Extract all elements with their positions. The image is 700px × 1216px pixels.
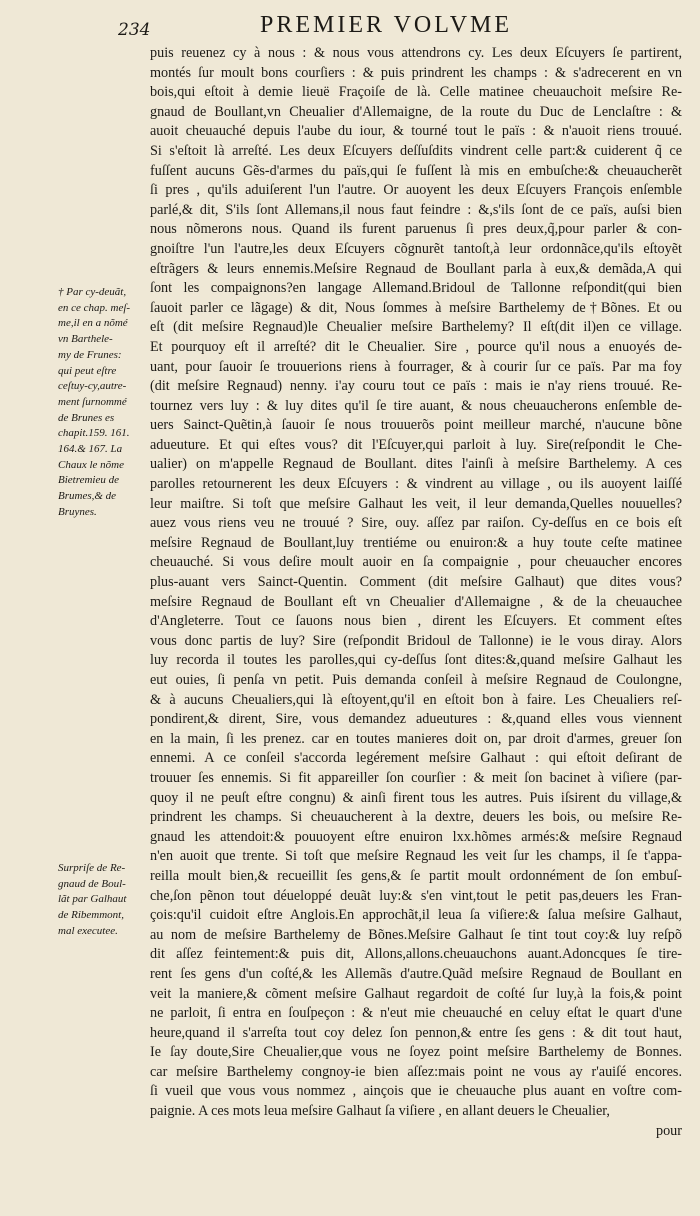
text-line: ualier) on m'appelle Regnaud de Boullant. dites l'ainſi à meſsire Barthelemy. A ces	[150, 456, 682, 473]
text-line: eſtrãgers & leurs ennemis.Meſsire Regnaud de Boullant parla à eux,& demãda,A qui	[150, 260, 682, 277]
margin-note-line: † Par cy-deuãt,	[58, 286, 127, 298]
text-line: en la main, ſi les prenez. car en toutes manieres doit on, par droit d'armes, greuer ſon	[150, 730, 682, 747]
margin-note-line: 164.& 167. La	[58, 443, 123, 456]
margin-note-line: en ce chap. meſ-	[58, 301, 131, 314]
text-line: pondirent,& dirent, Sire, vous demandez adueutures : &,quand elles vous viennent	[150, 711, 682, 728]
text-line: çois:qu'il cuidoit eſtre Anglois.En approchãt,il leua ſa viſiere:& ſalua meſsire Galhaut,	[150, 907, 682, 924]
text-line: uers Sainct-Quẽtin,à ſauoir ſe nous trouuerõs point meilleur marché, n'aucune bõne	[150, 417, 682, 434]
text-line: Et pourquoy eſt il arreſté? dit le Cheualier. Sire , pource qu'il nous a enuoyés de-	[150, 338, 682, 355]
text-line: reilla moult bien,& recueillit ſes gens,& ſe partit moult ordonnément de ſon embuſ-	[150, 867, 682, 884]
margin-note-line: Bietremieu de	[58, 474, 119, 487]
text-line: heure,quand il s'arreſta tout coy delez ſon pennon,& entre ſes gens : & dit tout haut,	[150, 1024, 682, 1041]
text-line: Ie ſay doute,Sire Cheualier,que vous ne ſoyez point meſsire Barthelemy de Bonnes.	[150, 1044, 682, 1061]
text-line: tournez vers luy : & luy dites qu'il ſe tire auant, & nous cheuaucherons enſemble de-	[150, 397, 682, 414]
margin-note-line: ceſtuy-cy,autre-	[58, 380, 127, 393]
text-line: ſi vueil que vous vous nommez , ainçois que ie cheuauche plus auant en voſtre com-	[150, 1083, 682, 1100]
text-line: ſont les compaignons?en langage Allemand.Bridoul de Tallonne reſpondit(qui bien	[150, 280, 682, 297]
margin-note-line: my de Frunes:	[58, 348, 122, 361]
margin-note-line: de Ribemmont,	[58, 909, 124, 922]
margin-note-line: chapit.159. 161.	[58, 427, 130, 440]
text-line: cheuauché. Si vous deſire moult auoir en ſa compaignie , pour cheuaucher encores	[150, 554, 682, 571]
text-line: vous donc partis de luy? Sire (reſpondit Bridoul de Tallonne) ie le vous diray. Alors	[150, 632, 682, 649]
text-line: quoy il ne peuſt eſtre congnu) & ainſi firent tous les autres. Puis iſsirent du village,&	[150, 789, 682, 806]
text-line: puis reuenez cy à nous : & nous vous attendrons cy. Les deux Eſcuyers ſe partirent,	[150, 45, 682, 61]
margin-note	[58, 285, 148, 521]
margin-note-line: lãt par Galhaut	[58, 893, 127, 906]
margin-note-line: Bruynes.	[58, 505, 97, 518]
text-line: d'Angleterre. Tout ce ſauons nous bien , dirent les Eſcuyers. Et comment eſtes	[150, 613, 682, 630]
text-line: parlé,& dit, S'ils ſont Allemans,il nous faut feindre : &,s'ils ſont de ce païs, auſsi bien	[150, 201, 682, 218]
text-line: auoit cheuauché depuis l'aube du iour, & tourné tout le païs : & n'auoit riens trouué.	[150, 123, 682, 140]
text-line: dit aſſez feintement:& puis dit, Allons,allons.cheuauchons auant.Adoncques ſe tire-	[150, 946, 682, 963]
text-line: gnaud les attendoit:& pouuoyent eſtre enuiron lxx.hõmes armés:& meſsire Regnaud	[150, 828, 682, 845]
catchword: pour	[655, 1122, 682, 1139]
margin-note-line: ment ſurnommé	[58, 395, 127, 408]
margin-note-line: vn Barthele-	[58, 333, 113, 346]
text-line: meſsire Regnaud de Boullant eſt vn Cheualier d'Allemaigne , & de la cheuauchee	[150, 593, 682, 610]
text-line: gnaud de Boullant,vn Cheualier d'Allemaigne, de la route du Duc de Lenclaſtre : &	[150, 103, 682, 120]
text-line: ne parloit, ſi entra en ſouſpeçon : & n'eut mie cheuauché en celuy eſtat le quart d'une	[150, 1005, 682, 1022]
text-line: luy recorda il toutes les parolles,qui cy-deſſus ſont dites:&,quand meſsire Galhaut les	[150, 652, 682, 669]
text-line: che,ſon pẽnon tout déueloppé deuãt luy:& s'en vint,tout le petit pas,deuers les Fran-	[150, 887, 682, 904]
running-head: PREMIER VOLVME	[260, 12, 513, 38]
text-line: au nom de meſsire Barthelemy de Bõnes.Meſsire Galhaut ſe tint tout coy:& luy reſpõ	[150, 926, 682, 943]
text-line: rent ſes gens d'un coſté,& les Allemãs d'autre.Quãd meſsire Regnaud de Boullant en	[150, 965, 682, 982]
text-line: uant, pour ſauoir ſe trouuerions riens à fourrager, & à courir ſur ce païs. Par ma foy	[150, 358, 682, 375]
text-line: ennemi. A ce conſeil s'accorda legérement meſsire Galhaut : qui eſtoit deſirant de	[150, 750, 682, 767]
text-line: Si s'eſtoit là arreſté. Les deux Eſcuyers deſſuſdits vindrent celle part:& cuiderent q̃ ce	[150, 142, 682, 159]
text-line: adueuture. Et qui eſtes vous? dit l'Eſcuyer,qui parloit à luy. Sire(reſpondit le Che-	[150, 436, 682, 453]
text-line: montés ſur moult bons courſiers : & puis prindrent les champs : & s'adrecerent en vn	[150, 64, 682, 81]
text-line: gnoiſtre l'un l'autre,les deux Eſcuyers cõgnurẽt tantoſt,à leur ordonnãce,qu'ils eſtoyẽt	[150, 240, 682, 257]
text-line: meſsire Regnaud de Boullant,luy trentiéme ou enuiron:& a huy toute ceſte matinee	[150, 534, 682, 551]
text-line: trouuer ſes ennemis. Si fit appareiller ſon courſier : & meit ſon bacinet à viſiere (par-	[150, 769, 682, 786]
text-line: parolles retournerent les deux Eſcuyers : & vindrent au village , ou ils auoyent laiſſé	[150, 476, 682, 493]
text-line: nous nõmerons nous. Quand ils furent paruenus ſi pres deux,q̃,pour parler & con-	[150, 221, 682, 238]
body-text	[150, 44, 682, 1141]
text-line: eſt (dit meſsire Regnaud)le Cheualier meſsire Barthelemy? Il eſt(dit il)en ce village.	[150, 319, 682, 336]
margin-note-line: Brumes,& de	[58, 490, 117, 503]
page-number: 234	[118, 20, 151, 40]
text-line: paignie. A ces mots leua meſsire Galhaut ſa viſiere , en allant deuers le Cheualier,	[150, 1103, 610, 1120]
text-line: ſauoit parler ce lãgage) & dit, Nous ſommes à meſsire Barthelemy de†Bõnes. Et ou	[150, 299, 682, 316]
text-line: prindrent les champs. Si cheuaucherent à la dextre, deuers les bois, ou meſsire Re-	[150, 809, 682, 826]
text-line: veit la maniere,& cõment meſsire Galhaut regardoit de coſté ſur luy,à la fois,& point	[150, 985, 682, 1002]
margin-note-line: qui peut eſtre	[58, 364, 117, 377]
text-line: bois,qui eſtoit à demie lieuë Fraçoiſe de là. Celle matinee cheuauchoit meſsire Re-	[150, 84, 682, 101]
text-line: (dit meſsire Regnaud) nenny. i'ay couru tout ce païs : mais ie n'ay riens trouué. Re-	[150, 378, 682, 395]
text-line: auez vous riens veu ne trouué ? Sire, ouy. aſſez par raiſon. Cy-deſſus en ce bois eſt	[150, 515, 682, 532]
text-line: leur maiſtre. Si toſt que meſsire Galhaut les veit, il leur demanda,Quelles nouuelles?	[150, 495, 682, 512]
margin-note	[58, 861, 148, 940]
margin-note-line: Surpriſe de Re-	[58, 862, 126, 874]
margin-note-line: de Brunes es	[58, 411, 115, 424]
text-line: eut ouies, ſi penſa vn petit. Puis demanda conſeil à meſsire Regnaud de Coulongne,	[150, 672, 682, 688]
margin-note-line: mal executee.	[58, 924, 118, 937]
text-line: fuſſent aucuns Gẽs-d'armes du païs,qui ſe fuſſent là mis en embuſche:& cheuaucherẽt	[150, 162, 682, 179]
margin-note-line: me,il en a nõmé	[58, 317, 128, 330]
margin-note-line: gnaud de Boul-	[58, 877, 126, 890]
text-line: n'en auoit que trente. Si toſt que meſsire Regnaud les veit ſur les champs, il ſe t'appa-	[150, 848, 682, 865]
text-line: & à aucuns Cheualiers,qui là eſtoyent,qu'il en eſtoit bon à faire. Les Cheualiers reſ-	[150, 691, 682, 708]
text-line: ſi pres , qu'ils aduiſerent l'un l'autre. Or auoyent les deux Eſcuyers François enſemble	[150, 182, 682, 199]
margin-note-line: Chaux le nõme	[58, 458, 124, 471]
text-line: plus-auant vers Sainct-Quentin. Comment (dit meſsire Galhaut) que dites vous?	[150, 574, 682, 591]
text-line: car meſsire Barthelemy congnoy-ie bien aſſez:mais point ne vous ay r'auiſé encores.	[150, 1063, 682, 1080]
